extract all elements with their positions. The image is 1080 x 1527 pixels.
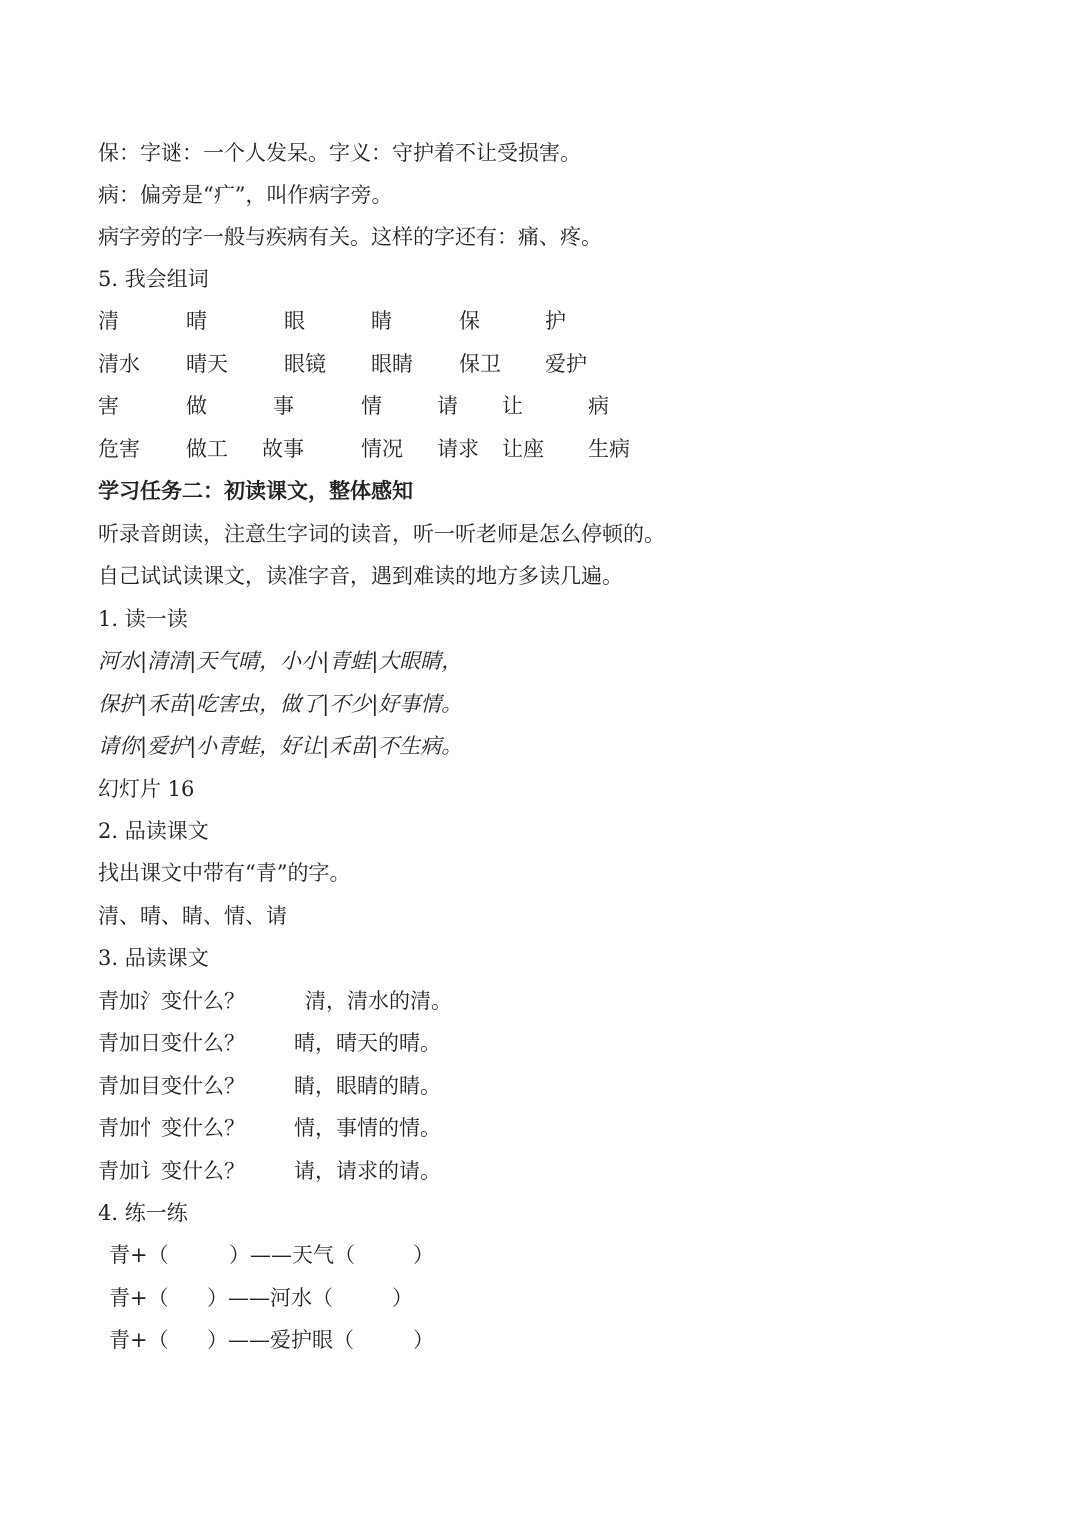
zuci-word: 眼睛 bbox=[371, 352, 413, 376]
radical-question: 青加忄变什么？ bbox=[98, 1116, 245, 1140]
zuci-char: 害 bbox=[98, 394, 119, 418]
zuci-char: 情 bbox=[361, 394, 382, 418]
bing-radical-explanation: 病：偏旁是“疒”，叫作病字旁。 bbox=[98, 183, 393, 207]
radical-answer: 情，事情的情。 bbox=[294, 1116, 441, 1140]
zuci-char: 病 bbox=[588, 394, 609, 418]
radical-answer: 晴，晴天的晴。 bbox=[294, 1031, 441, 1055]
practice-part-b: ）——爱护眼（ bbox=[207, 1328, 354, 1352]
zuci-char: 睛 bbox=[371, 309, 392, 333]
bao-explanation: 保：字谜：一个人发呆。字义：守护着不让受损害。 bbox=[98, 141, 581, 165]
zuci-char: 眼 bbox=[284, 309, 305, 333]
pindu-question: 找出课文中带有“青”的字。 bbox=[98, 861, 351, 885]
practice-part-c: ） bbox=[413, 1243, 434, 1267]
poem-line: 请你|爱护|小青蛙，好让|禾苗|不生病。 bbox=[98, 734, 463, 758]
task2-instruction-listen: 听录音朗读，注意生字词的读音，听一听老师是怎么停顿的。 bbox=[98, 522, 665, 546]
practice-part-b: ）——天气（ bbox=[229, 1243, 355, 1267]
practice-part-a: 青+（ bbox=[109, 1243, 169, 1267]
zuci-word: 清水 bbox=[98, 352, 140, 376]
zuci-word: 晴天 bbox=[186, 352, 228, 376]
zuci-word: 故事 bbox=[262, 437, 304, 461]
poem-line: 保护|禾苗|吃害虫，做了|不少|好事情。 bbox=[98, 692, 463, 716]
radical-question: 青加目变什么？ bbox=[98, 1074, 245, 1098]
practice-part-b: ）——河水（ bbox=[207, 1286, 333, 1310]
zuci-word: 生病 bbox=[588, 437, 630, 461]
pindu-title-2: 3. 品读课文 bbox=[98, 946, 209, 970]
pindu-title-1: 2. 品读课文 bbox=[98, 819, 209, 843]
radical-answer: 睛，眼睛的睛。 bbox=[294, 1074, 441, 1098]
zuci-word: 请求 bbox=[437, 437, 479, 461]
practice-part-c: ） bbox=[413, 1328, 434, 1352]
zuci-char: 护 bbox=[545, 309, 566, 333]
practice-part-a: 青+（ bbox=[109, 1286, 169, 1310]
radical-question: 青加氵变什么？ bbox=[98, 989, 245, 1013]
task2-instruction-read: 自己试试读课文，读准字音，遇到难读的地方多读几遍。 bbox=[98, 564, 623, 588]
poem-line: 河水|清清|天气晴，小小|青蛙|大眼睛， bbox=[98, 649, 463, 673]
pindu-answer: 清、晴、睛、情、请 bbox=[98, 904, 287, 928]
zuci-word: 危害 bbox=[98, 437, 140, 461]
read-aloud-title: 1. 读一读 bbox=[98, 607, 188, 631]
radical-answer: 清，清水的清。 bbox=[305, 989, 452, 1013]
task2-heading: 学习任务二：初读课文，整体感知 bbox=[98, 478, 413, 503]
bing-radical-examples: 病字旁的字一般与疾病有关。这样的字还有：痛、疼。 bbox=[98, 225, 602, 249]
zuci-char: 晴 bbox=[186, 309, 207, 333]
zuci-title: 5. 我会组词 bbox=[98, 267, 209, 291]
slide-number: 幻灯片 16 bbox=[98, 777, 195, 801]
zuci-char: 清 bbox=[98, 309, 119, 333]
radical-answer: 请，请求的请。 bbox=[294, 1159, 441, 1183]
zuci-char: 请 bbox=[437, 394, 458, 418]
zuci-char: 事 bbox=[273, 394, 294, 418]
zuci-char: 让 bbox=[502, 394, 523, 418]
zuci-word: 眼镜 bbox=[284, 352, 326, 376]
zuci-char: 保 bbox=[459, 309, 480, 333]
practice-part-c: ） bbox=[392, 1286, 413, 1310]
zuci-word: 爱护 bbox=[545, 352, 587, 376]
zuci-char: 做 bbox=[186, 394, 207, 418]
zuci-word: 情况 bbox=[361, 437, 403, 461]
radical-question: 青加日变什么？ bbox=[98, 1031, 245, 1055]
practice-title: 4. 练一练 bbox=[98, 1201, 188, 1225]
zuci-word: 保卫 bbox=[459, 352, 501, 376]
zuci-word: 让座 bbox=[502, 437, 544, 461]
radical-question: 青加讠变什么？ bbox=[98, 1159, 245, 1183]
zuci-word: 做工 bbox=[186, 437, 228, 461]
practice-part-a: 青+（ bbox=[109, 1328, 169, 1352]
